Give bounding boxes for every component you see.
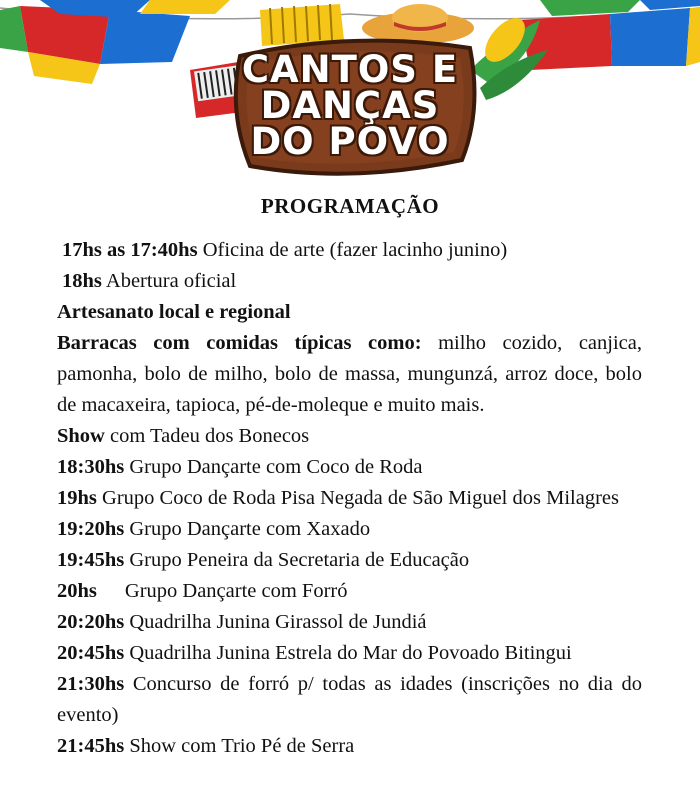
logo-title-line-3: DO POVO bbox=[250, 120, 450, 163]
schedule-item: 19:20hs Grupo Dançarte com Xaxado bbox=[57, 518, 371, 540]
schedule-item: 17hs as 17:40hs Oficina de arte (fazer lacinho junino) bbox=[62, 239, 508, 261]
schedule-item: Barracas com comidas típicas como: milho cozido, canjica, pamonha, bolo de milho, bolo de massa, mungunzá, arroz doce, bolo de macaxeira, tapioca, pé-de-moleque e muito mais. bbox=[57, 332, 642, 416]
logo-title bbox=[0, 48, 700, 163]
schedule-item: 18hs Abertura oficial bbox=[62, 270, 237, 292]
logo-title-line-2: DANÇAS bbox=[260, 84, 440, 127]
schedule-item: 20hs Grupo Dançarte com Forró bbox=[57, 580, 348, 602]
schedule-item: 21:30hs Concurso de forró p/ todas as idades (inscrições no dia do evento) bbox=[57, 673, 642, 726]
schedule-item: 20:20hs Quadrilha Junina Girassol de Jundiá bbox=[57, 611, 427, 633]
schedule-item: 20:45hs Quadrilha Junina Estrela do Mar do Povoado Bitingui bbox=[57, 642, 572, 664]
page-heading: PROGRAMAÇÃO bbox=[260, 194, 440, 218]
schedule-item: Show com Tadeu dos Bonecos bbox=[57, 425, 310, 447]
logo-title-line-1: CANTOS E bbox=[241, 48, 459, 91]
schedule-item: 21:45hs Show com Trio Pé de Serra bbox=[57, 735, 355, 757]
schedule-item: Artesanato local e regional bbox=[57, 301, 291, 323]
schedule-item: 19hs Grupo Coco de Roda Pisa Negada de São Miguel dos Milagres bbox=[57, 487, 619, 509]
straw-hat-illustration bbox=[362, 4, 474, 44]
schedule-list bbox=[57, 235, 642, 762]
schedule-item: 18:30hs Grupo Dançarte com Coco de Roda bbox=[57, 456, 423, 478]
flag-yellow-left-2 bbox=[140, 0, 230, 14]
schedule-item: 19:45hs Grupo Peneira da Secretaria de Educação bbox=[57, 549, 470, 571]
